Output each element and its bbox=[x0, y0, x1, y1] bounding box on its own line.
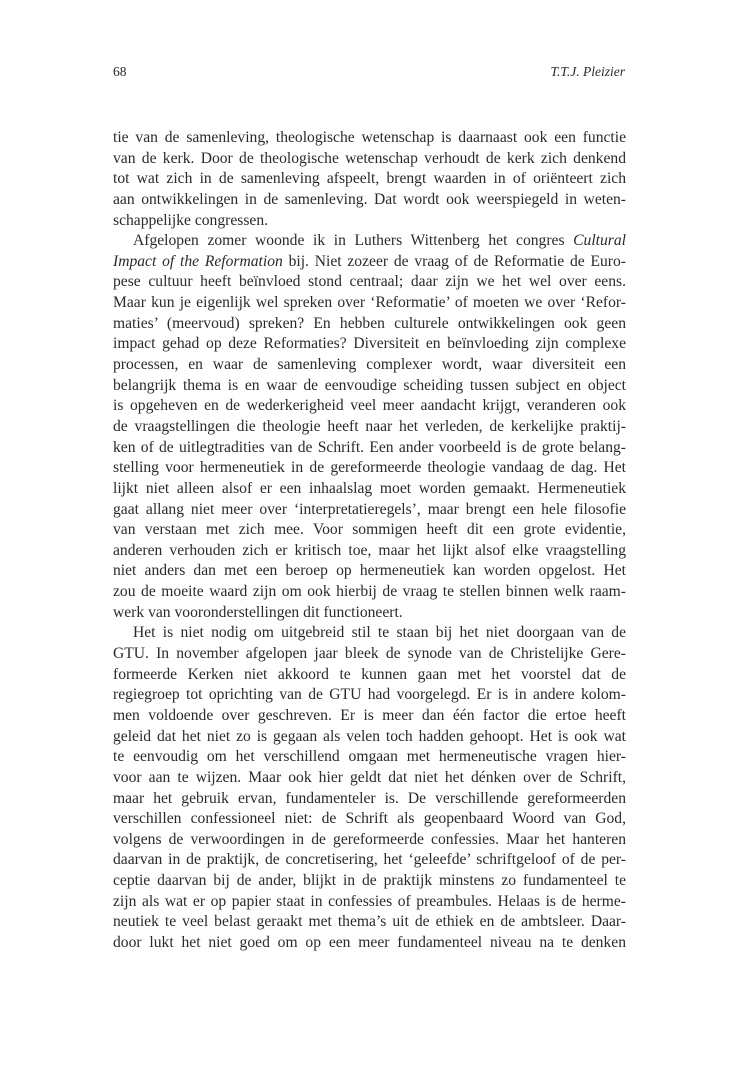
line-text: pese cultuur heeft beïnvloed stond centraal; daar zijn we het wel over eens. bbox=[113, 273, 626, 291]
text-line bbox=[113, 500, 626, 521]
line-text: neutiek te veel belast geraakt met thema’s uit de ethiek en de ambtsleer. Daar- bbox=[113, 913, 626, 931]
line-text: impact gehad op deze Reformaties? Diversiteit en beïnvloeding zijn complexe bbox=[113, 335, 626, 353]
line-text: bij. Niet zozeer de vraag of de Reformatie de Euro- bbox=[282, 252, 626, 270]
line-text: formeerde Kerken niet akkoord te kunnen gaan met het voorstel dat de bbox=[113, 665, 626, 683]
text-line bbox=[113, 685, 626, 706]
text-line bbox=[113, 520, 626, 541]
line-text: processen, en waar de samenleving complexer wordt, waar diversiteit een bbox=[113, 356, 626, 374]
line-text: van verstaan met zich mee. Voor sommigen heeft dit een grote evidentie, bbox=[113, 521, 626, 539]
running-head-author: T.T.J. Pleizier bbox=[550, 64, 625, 79]
text-line bbox=[113, 933, 626, 954]
text-line bbox=[113, 355, 626, 376]
text-line bbox=[113, 850, 626, 871]
text-line bbox=[113, 789, 626, 810]
line-text: ken of de uitlegtradities van de Schrift. Een ander voorbeeld is de grote belang- bbox=[113, 438, 626, 456]
text-line bbox=[113, 892, 626, 913]
text-line bbox=[113, 438, 626, 459]
line-text: door lukt het niet goed om op een meer fundamenteel niveau na te denken bbox=[113, 933, 626, 951]
line-text: tie van de samenleving, theologische wetenschap is daarnaast ook een functie bbox=[113, 129, 626, 146]
line-text: aan ontwikkelingen in de samenleving. Dat wordt ook weerspiegeld in weten- bbox=[113, 190, 626, 208]
line-text: anderen verhouden zich er kritisch toe, maar het lijkt alsof elke vraagstelling bbox=[113, 541, 626, 559]
text-line bbox=[113, 458, 626, 479]
text-line bbox=[113, 541, 626, 562]
text-line bbox=[113, 747, 626, 768]
page-number: 68 bbox=[113, 64, 127, 79]
line-text: schappelijke congressen. bbox=[113, 211, 269, 229]
line-text: geleid dat het niet zo is gegaan als velen toch hadden gehoopt. Het is ook wat bbox=[113, 727, 626, 745]
line-text: volgens de verwoordingen in de gereformeerde confessies. Maar het hanteren bbox=[113, 830, 626, 848]
text-line bbox=[113, 768, 626, 789]
text-line bbox=[113, 706, 626, 727]
line-text: te eenvoudig om het verschillend omgaan met hermeneutische vragen hier- bbox=[113, 748, 626, 766]
text-line bbox=[113, 665, 626, 686]
line-text: lijkt niet alleen alsof er een inhaalslag moet worden gemaakt. Hermeneutiek bbox=[113, 479, 626, 497]
line-text: Afgelopen zomer woonde ik in Luthers Wittenberg het congres bbox=[133, 232, 574, 250]
text-line bbox=[113, 644, 626, 665]
text-line bbox=[113, 293, 626, 314]
line-text: GTU. In november afgelopen jaar bleek de synode van de Christelijke Gere- bbox=[113, 645, 626, 663]
text-line bbox=[113, 561, 626, 582]
italic-title: Impact of the Reformation bbox=[113, 252, 283, 270]
body-text bbox=[113, 128, 626, 954]
text-line bbox=[113, 623, 626, 644]
line-text: Het is niet nodig om uitgebreid stil te staan bij het niet doorgaan van de bbox=[133, 624, 626, 642]
text-line bbox=[113, 582, 626, 603]
text-line bbox=[113, 479, 626, 500]
line-text: ceptie daarvan bij de ander, blijkt in de praktijk minstens zo fundamenteel te bbox=[113, 872, 626, 890]
text-line bbox=[113, 314, 626, 335]
text-line bbox=[113, 396, 626, 417]
text-line bbox=[113, 211, 626, 232]
line-text: voor aan te wijzen. Maar ook hier geldt dat niet het dénken over de Schrift, bbox=[113, 768, 626, 786]
line-text: van de kerk. Door de theologische wetenschap verhoudt de kerk zich denkend bbox=[113, 149, 626, 167]
line-text: maties’ (meervoud) spreken? En hebben culturele ontwikkelingen ook geen bbox=[113, 314, 626, 332]
line-text: stelling voor hermeneutiek in de gereformeerde theologie vandaag de dag. Het bbox=[113, 459, 626, 477]
italic-title: Cultural bbox=[573, 232, 626, 250]
line-text: belangrijk thema is en waar de eenvoudige scheiding tussen subject en object bbox=[113, 376, 626, 394]
text-line bbox=[113, 231, 626, 252]
text-line bbox=[113, 252, 626, 273]
text-line bbox=[113, 727, 626, 748]
line-text: gaat allang niet meer over ‘interpretatieregels’, maar brengt een hele filosofie bbox=[113, 500, 626, 518]
text-line bbox=[113, 376, 626, 397]
text-line bbox=[113, 830, 626, 851]
line-text: Maar kun je eigenlijk wel spreken over ‘Reformatie’ of moeten we over ‘Refor- bbox=[113, 294, 626, 312]
line-text: maar het gebruik ervan, fundamenteler is. De verschillende gereformeerden bbox=[113, 789, 626, 807]
text-line bbox=[113, 169, 626, 190]
text-line bbox=[113, 871, 626, 892]
text-line bbox=[113, 128, 626, 149]
line-text: zou de moeite waard zijn om ook hierbij de vraag te stellen binnen welk raam- bbox=[113, 583, 626, 601]
line-text: is opgeheven en de wederkerigheid veel meer aandacht krijgt, veranderen ook bbox=[113, 397, 626, 415]
text-line bbox=[113, 912, 626, 933]
line-text: men voldoende over geschreven. Er is meer dan één factor die ertoe heeft bbox=[113, 706, 626, 724]
text-line bbox=[113, 272, 626, 293]
line-text: zijn als wat er op papier staat in confessies of preambules. Helaas is de herme- bbox=[113, 892, 626, 910]
text-line bbox=[113, 149, 626, 170]
text-line bbox=[113, 603, 626, 624]
line-text: regiegroep tot oprichting van de GTU had voorgelegd. Er is in andere kolom- bbox=[113, 686, 626, 704]
line-text: tot wat zich in de samenleving afspeelt, brengt waarden in of oriënteert zich bbox=[113, 170, 626, 188]
text-line bbox=[113, 190, 626, 211]
line-text: verschillen confessioneel niet: de Schrift als geopenbaard Woord van God, bbox=[113, 810, 626, 828]
text-line bbox=[113, 417, 626, 438]
line-text: de vraagstellingen die theologie heeft naar het verleden, de kerkelijke praktij- bbox=[113, 417, 626, 435]
line-text: werk van vooronderstellingen dit functioneert. bbox=[113, 603, 403, 621]
text-line bbox=[113, 334, 626, 355]
text-line bbox=[113, 809, 626, 830]
line-text: niet anders dan met een beroep op hermeneutiek kan worden opgelost. Het bbox=[113, 562, 626, 580]
line-text: daarvan in de praktijk, de concretisering, het ‘geleefde’ schriftgeloof of de per- bbox=[113, 851, 626, 869]
